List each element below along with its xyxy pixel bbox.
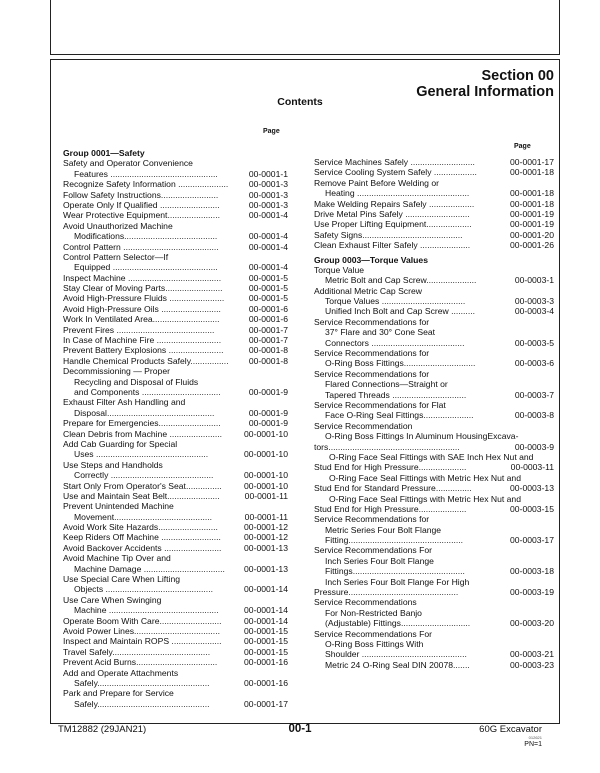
toc-entry-page: 00-0001-19 [510, 219, 554, 230]
toc-entry-page: 00-0003-3 [514, 296, 554, 307]
toc-entry-title: In Case of Machine Fire ........................... [63, 335, 222, 346]
toc-entry-page: 00-0003-17 [510, 535, 554, 546]
toc-entry [63, 688, 288, 698]
toc-entry-title: Prevent Unintended Machine [63, 501, 174, 512]
toc-entry-title: Service Recommendation [314, 420, 413, 431]
contents-heading: Contents [277, 96, 323, 108]
toc-entry-page: 00-0003-8 [514, 410, 554, 421]
toc-entry-page: 00-0003-13 [510, 483, 554, 494]
toc-entry-title: Use Special Care When Lifting [63, 574, 181, 585]
toc-entry-page: 00-0001-9 [248, 407, 288, 418]
toc-entry [63, 314, 288, 324]
toc-entry-page: 00-0001-8 [248, 345, 288, 356]
toc-entry-title: Park and Prepare for Service [63, 688, 174, 699]
toc-entry-title: Equipped ............................................ [74, 262, 218, 273]
page-pn: PN=1 [524, 741, 542, 748]
toc-entry [314, 348, 554, 358]
toc-entry-page: 00-0001-4 [248, 262, 288, 273]
toc-entry-page: 00-0001-4 [248, 210, 288, 221]
toc-entry-title: Control Pattern ........................................ [63, 241, 219, 252]
toc-entry [63, 668, 288, 678]
toc-entry-title: Clean Exhaust Filter Safely ..................... [314, 240, 471, 251]
toc-entry-page: 00-0001-26 [510, 240, 554, 251]
toc-entry [314, 421, 554, 431]
toc-entry-title: O-Ring Face Seal Fittings with Metric Hex Nut and [329, 472, 521, 483]
toc-entry-title: Machine .............................................. [74, 605, 219, 616]
toc-entry [63, 532, 288, 542]
toc-entry-page: 00-0003-11 [510, 462, 554, 473]
toc-entry [314, 535, 554, 545]
toc-entry [63, 678, 288, 688]
toc-entry-page: 00-0001-20 [510, 229, 554, 240]
toc-entry [314, 286, 554, 296]
toc-entry-page: 00-0001-6 [248, 314, 288, 325]
toc-entry-title: Operate Only If Qualified ......................... [63, 199, 220, 210]
toc-entry [63, 221, 288, 231]
toc-entry-title: Modifications....................................... [74, 231, 218, 242]
toc-entry-page: 00-0001-9 [248, 418, 288, 429]
toc-entry-title: O-Ring Boss Fittings With [325, 638, 424, 649]
toc-entry [63, 293, 288, 303]
toc-entry-page: 00-0001-14 [244, 584, 288, 595]
toc-entry-title: O-Ring Face Seal Fittings with Metric Hex Nut and [329, 493, 521, 504]
footer-code: 012621 [528, 735, 542, 740]
toc-entry-page: 00-0001-5 [248, 283, 288, 294]
toc-entry-title: Add Cab Guarding for Special [63, 438, 178, 449]
toc-entry-title: Drive Metal Pins Safely ........................... [314, 208, 470, 219]
toc-entry-title: Pressure.............................................. [314, 587, 459, 598]
toc-entry-title: Add and Operate Attachments [63, 667, 179, 678]
toc-entry-page: 00-0003-23 [510, 659, 554, 670]
toc-entry-page: 00-0003-21 [510, 649, 554, 660]
toc-entry [314, 566, 554, 576]
toc-group-heading [314, 255, 554, 265]
toc-entry [314, 317, 554, 327]
toc-entry [63, 179, 288, 189]
toc-entry [314, 358, 554, 368]
toc-entry-title: Connectors ....................................... [325, 337, 465, 348]
toc-entry-title: Service Machines Safely ........................... [314, 157, 475, 167]
toc-entry-page: 00-0001-14 [244, 615, 288, 626]
toc-entry-title: Operate Boom With Care.......................... [63, 615, 222, 626]
toc-entry [314, 219, 554, 229]
toc-entry [314, 660, 554, 670]
toc-entry [63, 553, 288, 563]
toc-entry [314, 442, 554, 452]
toc-entry-title: Movement......................................... [74, 511, 213, 522]
toc-entry-page: 00-0001-11 [244, 511, 288, 522]
toc-entry [63, 242, 288, 252]
toc-entry-title: Inspect Machine ....................................... [63, 272, 222, 283]
toc-entry-title: Safely............................................... [74, 677, 210, 688]
toc-entry [63, 657, 288, 667]
toc-entry-title: Exhaust Filter Ash Handling and [63, 397, 186, 408]
toc-entry-page: 00-0001-15 [244, 625, 288, 636]
toc-right-column [314, 157, 554, 670]
toc-entry-title: 37° Flare and 30° Cone Seat [325, 327, 436, 338]
toc-entry [63, 522, 288, 532]
toc-entry-page: 00-0001-5 [248, 272, 288, 283]
toc-entry [63, 491, 288, 501]
toc-entry-page: 00-0003-15 [510, 503, 554, 514]
toc-entry-page: 00-0003-18 [510, 566, 554, 577]
toc-entry-title: Prevent Fires ......................................... [63, 324, 215, 335]
toc-entry-page: 00-0001-8 [248, 355, 288, 366]
toc-entry-title: Clean Debris from Machine ...................... [63, 428, 223, 439]
toc-entry-title: Use Steps and Handholds [63, 459, 163, 470]
toc-entry [63, 356, 288, 366]
toc-entry [314, 483, 554, 493]
toc-entry [314, 514, 554, 524]
toc-entry [63, 190, 288, 200]
toc-entry [63, 158, 288, 168]
toc-entry [63, 501, 288, 511]
toc-entry-page: 00-0003-5 [514, 337, 554, 348]
toc-entry-page: 00-0003-6 [514, 358, 554, 369]
toc-entry-title: Group 0003—Torque Values [314, 254, 428, 265]
toc-entry-title: O-Ring Boss Fittings.............................. [325, 358, 476, 369]
toc-entry-page: 00-0001-16 [244, 657, 288, 668]
toc-entry-page: 00-0001-18 [510, 198, 554, 209]
toc-entry [63, 626, 288, 636]
toc-entry-title: Work In Ventilated Area............................ [63, 314, 220, 325]
toc-entry-title: (Adjustable) Fittings............................. [325, 618, 471, 629]
toc-entry [314, 629, 554, 639]
toc-entry-page: 00-0001-10 [244, 470, 288, 481]
toc-entry [314, 240, 554, 250]
toc-left-column [63, 148, 288, 709]
toc-entry-title: and Components ................................. [74, 386, 221, 397]
toc-entry-title: Inspect and Maintain ROPS ..................... [63, 636, 222, 647]
toc-entry-title: Handle Chemical Products Safely................ [63, 355, 229, 366]
toc-group-heading [63, 148, 288, 158]
toc-entry-title: Metric Series Four Bolt Flange [325, 524, 442, 535]
toc-entry-title: Avoid Unauthorized Machine [63, 220, 173, 231]
toc-entry-title: Safety and Operator Convenience [63, 158, 193, 169]
toc-entry [63, 574, 288, 584]
toc-entry-title: Control Pattern Selector—If [63, 251, 169, 262]
toc-entry [314, 545, 554, 555]
top-frame [50, 0, 560, 55]
toc-entry-title: Avoid Work Site Hazards......................... [63, 522, 218, 533]
toc-entry [314, 327, 554, 337]
toc-entry [314, 639, 554, 649]
toc-entry-title: Use Care When Swinging [63, 594, 162, 605]
toc-entry [314, 649, 554, 659]
toc-entry-title: Objects ............................................. [74, 584, 213, 595]
toc-entry [314, 199, 554, 209]
toc-entry-title: Avoid High-Pressure Fluids ....................... [63, 293, 225, 304]
toc-entry-page: 00-0001-15 [244, 646, 288, 657]
toc-entry-title: Prepare for Emergencies.......................... [63, 418, 221, 429]
toc-entry-title: Additional Metric Cap Screw [314, 285, 422, 296]
section-number: Section 00 [481, 68, 554, 84]
toc-entry [314, 597, 554, 607]
section-title: General Information [416, 84, 554, 100]
toc-entry [314, 577, 554, 587]
page-column-label-left: Page [263, 128, 280, 135]
toc-entry-page: 00-0001-3 [248, 189, 288, 200]
toc-entry [314, 390, 554, 400]
toc-entry [63, 169, 288, 179]
toc-entry [314, 462, 554, 472]
toc-entry-title: Correctly ........................................... [74, 470, 214, 481]
toc-entry-title: Service Recommendations for [314, 368, 430, 379]
toc-entry [314, 556, 554, 566]
toc-entry-title: O-Ring Boss Fittings In Aluminum HousingExcava- [325, 431, 519, 442]
toc-entry [314, 157, 554, 167]
toc-entry-title: Keep Riders Off Machine ......................... [63, 532, 221, 543]
toc-entry [314, 431, 554, 441]
toc-entry-title: Metric Bolt and Cap Screw..................... [325, 275, 477, 286]
toc-entry [314, 265, 554, 275]
toc-entry-page: 00-0001-19 [510, 208, 554, 219]
toc-entry [314, 379, 554, 389]
toc-entry-page: 00-0001-10 [244, 428, 288, 439]
toc-entry-title: Prevent Acid Burns.................................. [63, 657, 218, 668]
toc-entry-page: 00-0001-7 [248, 324, 288, 335]
toc-entry [63, 366, 288, 376]
toc-entry-title: Inch Series Four Bolt Flange For High [325, 576, 470, 587]
toc-entry-title: Avoid Backover Accidents ........................ [63, 542, 222, 553]
toc-entry-title: Follow Safety Instructions........................ [63, 189, 219, 200]
toc-entry [63, 408, 288, 418]
toc-entry-title: Stay Clear of Moving Parts........................ [63, 283, 223, 294]
model-name: 60G Excavator [479, 724, 542, 735]
toc-entry-title: Avoid Machine Tip Over and [63, 553, 171, 564]
toc-entry [314, 188, 554, 198]
toc-entry-title: Service Cooling System Safely .................. [314, 167, 477, 178]
toc-entry-title: Metric 24 O-Ring Seal DIN 20078....... [325, 659, 470, 670]
toc-entry-title: Safely............................................... [74, 698, 210, 709]
toc-entry-title: Avoid Power Lines.................................... [63, 625, 220, 636]
toc-entry-page: 00-0003-9 [514, 441, 554, 452]
toc-entry-page: 00-0001-4 [248, 231, 288, 242]
toc-entry [63, 512, 288, 522]
toc-entry [63, 616, 288, 626]
toc-entry [63, 429, 288, 439]
toc-entry-page: 00-0003-19 [510, 587, 554, 598]
toc-entry [314, 494, 554, 504]
toc-entry-page: 00-0001-5 [248, 293, 288, 304]
toc-entry [63, 283, 288, 293]
toc-entry-title: Service Recommendations for Flat [314, 399, 446, 410]
toc-entry-page: 00-0003-7 [514, 389, 554, 400]
toc-entry-title: Features ............................................. [74, 168, 218, 179]
toc-entry-title: Torque Value [314, 264, 365, 275]
toc-entry-page: 00-0001-16 [244, 677, 288, 688]
toc-entry [63, 481, 288, 491]
toc-entry-page: 00-0001-10 [244, 480, 288, 491]
toc-entry [63, 397, 288, 407]
toc-entry-title: Face O-Ring Seal Fittings..................... [325, 410, 474, 421]
toc-entry [314, 400, 554, 410]
toc-entry [63, 470, 288, 480]
toc-entry-page: 00-0001-9 [248, 386, 288, 397]
toc-entry-title: Travel Safely......................................... [63, 646, 211, 657]
toc-entry [63, 564, 288, 574]
toc-entry-page: 00-0001-18 [510, 167, 554, 178]
toc-entry [314, 306, 554, 316]
toc-entry [314, 209, 554, 219]
toc-entry-title: Fittings............................................... [325, 566, 465, 577]
toc-entry [63, 345, 288, 355]
toc-entry-title: Make Welding Repairs Safely ................... [314, 198, 475, 209]
toc-entry [63, 210, 288, 220]
toc-entry-title: Fitting................................................ [325, 535, 464, 546]
toc-entry-title: Service Recommendations For [314, 545, 432, 556]
toc-entry-page: 00-0001-13 [244, 563, 288, 574]
toc-entry-title: Service Recommendations for [314, 316, 430, 327]
toc-entry-title: Machine Damage .................................. [74, 563, 225, 574]
toc-entry-page: 00-0001-18 [510, 188, 554, 199]
toc-entry-title: Service Recommendations For [314, 628, 432, 639]
toc-entry [314, 504, 554, 514]
toc-entry-page: 00-0001-3 [248, 179, 288, 190]
toc-entry [314, 587, 554, 597]
toc-entry-title: O-Ring Face Seal Fittings with SAE Inch Hex Nut and [329, 451, 534, 462]
page-number: 00-1 [288, 723, 312, 735]
toc-entry [314, 230, 554, 240]
toc-entry-title: Flared Connections—Straight or [325, 379, 448, 390]
toc-entry-title: Avoid High-Pressure Oils ......................... [63, 303, 221, 314]
toc-entry [314, 167, 554, 177]
page-column-label-right: Page [514, 143, 531, 150]
toc-entry [63, 200, 288, 210]
toc-entry [314, 473, 554, 483]
toc-entry-page: 00-0003-4 [514, 306, 554, 317]
toc-entry [314, 369, 554, 379]
toc-entry-title: Recognize Safety Information ..................... [63, 179, 229, 190]
toc-entry-title: Use and Maintain Seat Belt...................... [63, 490, 220, 501]
toc-entry [63, 418, 288, 428]
toc-entry [63, 273, 288, 283]
toc-entry [314, 525, 554, 535]
toc-entry [63, 335, 288, 345]
toc-entry-title: Heating ............................................... [325, 188, 470, 199]
toc-entry [63, 252, 288, 262]
toc-entry-title: Uses ............................................... [74, 449, 209, 460]
toc-entry [314, 275, 554, 285]
toc-entry [63, 543, 288, 553]
toc-entry-page: 00-0001-13 [244, 542, 288, 553]
toc-entry-page: 00-0001-6 [248, 303, 288, 314]
toc-entry-title: Shoulder ............................................ [325, 649, 467, 660]
toc-entry-title: Tapered Threads ............................... [325, 389, 467, 400]
toc-entry [63, 595, 288, 605]
toc-entry-title: Stud End for High Pressure.................... [314, 503, 467, 514]
toc-entry [63, 231, 288, 241]
toc-entry-title: Service Recommendations for [314, 514, 430, 525]
toc-entry [63, 325, 288, 335]
toc-entry-title: Recycling and Disposal of Fluids [74, 376, 199, 387]
toc-entry [63, 304, 288, 314]
toc-entry-page: 00-0001-3 [248, 199, 288, 210]
toc-entry [63, 439, 288, 449]
toc-entry [63, 584, 288, 594]
toc-entry [314, 338, 554, 348]
toc-entry [63, 449, 288, 459]
toc-entry-page: 00-0001-10 [244, 449, 288, 460]
toc-entry-title: Service Recommendations [314, 597, 417, 608]
toc-entry-title: Inch Series Four Bolt Flange [325, 555, 434, 566]
toc-entry [63, 460, 288, 470]
toc-entry-title: Service Recommendations for [314, 348, 430, 359]
toc-entry-page: 00-0001-17 [510, 157, 554, 167]
toc-entry [63, 605, 288, 615]
toc-entry [314, 178, 554, 188]
toc-entry [314, 608, 554, 618]
toc-entry-title: Stud End for Standard Pressure............... [314, 483, 472, 494]
toc-entry-page: 00-0001-12 [244, 522, 288, 533]
toc-entry-page: 00-0001-15 [244, 636, 288, 647]
toc-entry-title: Group 0001—Safety [63, 148, 145, 158]
toc-entry [314, 618, 554, 628]
toc-entry-title: tors....................................................... [314, 441, 460, 452]
toc-entry-title: Disposal............................................. [74, 407, 215, 418]
toc-entry-title: Use Proper Lifting Equipment................... [314, 219, 472, 230]
toc-entry [63, 262, 288, 272]
toc-entry-title: Prevent Battery Explosions ....................... [63, 345, 224, 356]
toc-entry-title: Wear Protective Equipment...................... [63, 210, 220, 221]
toc-entry-title: Stud End for High Pressure.................... [314, 462, 467, 473]
toc-entry-page: 00-0001-14 [244, 605, 288, 616]
document-id: TM12882 (29JAN21) [58, 724, 147, 735]
toc-entry-title: Decommissioning — Proper [63, 366, 170, 377]
toc-entry [63, 377, 288, 387]
toc-entry [63, 636, 288, 646]
toc-entry-title: Safety Signs.......................................... [314, 229, 463, 240]
toc-entry-page: 00-0001-12 [244, 532, 288, 543]
toc-entry-page: 00-0003-20 [510, 618, 554, 629]
toc-entry-page: 00-0001-4 [248, 241, 288, 252]
toc-entry-title: Start Only From Operator's Seat............... [63, 480, 222, 491]
toc-entry [314, 296, 554, 306]
toc-entry-title: Unified Inch Bolt and Cap Screw .......... [325, 306, 475, 317]
toc-entry [314, 452, 554, 462]
toc-entry-page: 00-0001-7 [248, 335, 288, 346]
toc-entry-page: 00-0001-11 [244, 490, 288, 501]
toc-entry [314, 410, 554, 420]
toc-entry-title: Remove Paint Before Welding or [314, 177, 439, 188]
toc-entry-page: 00-0001-1 [248, 168, 288, 179]
toc-entry-page: 00-0001-17 [244, 698, 288, 709]
toc-entry-page: 00-0003-1 [514, 275, 554, 286]
toc-entry [63, 387, 288, 397]
toc-entry [63, 647, 288, 657]
toc-entry [63, 699, 288, 709]
toc-entry-title: Torque Values ................................... [325, 296, 466, 307]
toc-entry-title: For Non-Restricted Banjo [325, 607, 422, 618]
